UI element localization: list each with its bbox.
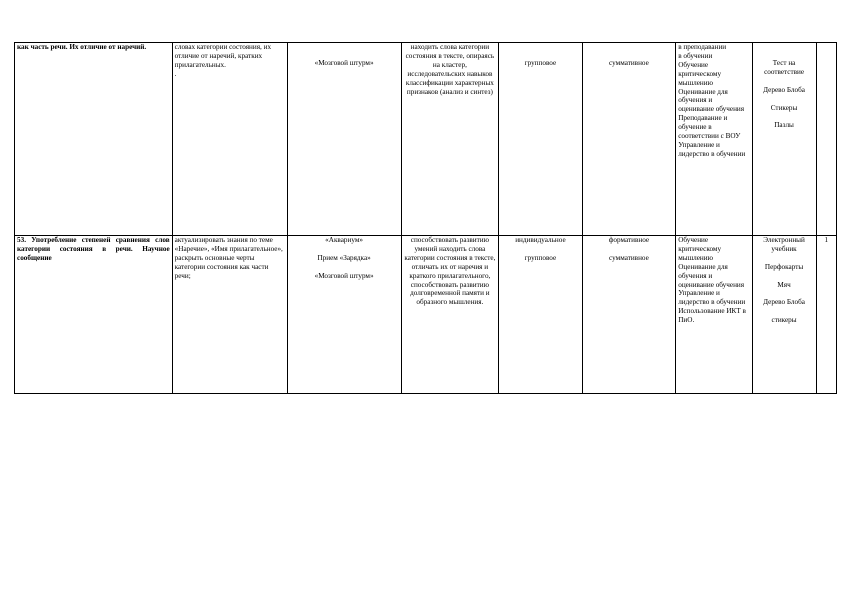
method-item: «Мозговой штурм» [314, 59, 374, 67]
resource-item: Дерево Блоба [763, 85, 805, 94]
assessment-item: формативное [608, 236, 650, 244]
table-row [15, 236, 837, 394]
resources-cell [752, 43, 816, 236]
lesson-plan-table [14, 42, 837, 394]
modules-cell [676, 43, 752, 236]
assessment-cell [582, 236, 676, 394]
module-item: в обучении [678, 51, 713, 60]
activity-cell [401, 43, 499, 236]
assessment-item: суммативное [609, 59, 649, 67]
activity-text: способствовать развитию умений находить слова категории состояния в тексте, отличать их от наречия и краткого прилагательного, способствовать развитию долговременной памяти и образного мышления. [404, 236, 496, 307]
work-form-item: групповое [524, 59, 557, 67]
methods-cell [287, 236, 401, 394]
resource-item: Электронный учебник [763, 236, 805, 253]
modules-cell [676, 236, 752, 394]
module-item: Оценивание для обучения и оценивание обучения [678, 87, 745, 114]
goal-tail: . [174, 69, 177, 78]
goal-text: словах категории состояния, их отличие от наречий, кратких прилагательных. [174, 43, 272, 69]
module-item: Обучение критическому мышлению [678, 236, 722, 262]
assessment-item: суммативное [609, 253, 649, 262]
topic-text: Употребление степеней сравнения слов категории состояния в речи. Научное сообщение [17, 236, 170, 262]
topic-cell [15, 236, 173, 394]
work-form-cell [499, 236, 582, 394]
module-item: Использование ИКТ в ПиО. [678, 307, 746, 325]
topic-text: как часть речи. Их отличие от наречий. [17, 43, 147, 51]
resources-cell [752, 236, 816, 394]
methods-cell [287, 43, 401, 236]
goal-cell [172, 43, 287, 236]
module-item: в преподавании [678, 43, 727, 51]
module-item: Обучение критическому мышлению [678, 60, 722, 87]
topic-cell [15, 43, 173, 236]
hours-cell [816, 236, 836, 394]
table-row [15, 43, 837, 236]
resource-item: Тест на соответствие [764, 59, 805, 76]
goal-text: актуализировать знания по теме «Наречие», «Имя прилагательное», раскрыть основные черты категории состояния как части речи; [174, 236, 283, 280]
module-item: Управление и лидерство в обучении [678, 140, 746, 158]
module-item: Управление и лидерство в обучении [678, 289, 746, 307]
resource-item: Перфокарты [764, 262, 804, 271]
resource-item: Мяч [777, 280, 791, 289]
activity-cell [401, 236, 499, 394]
resource-item: Пазлы [774, 121, 794, 130]
resource-item: стикеры [771, 316, 797, 325]
module-item: Оценивание для обучения и оценивание обучения [678, 262, 745, 289]
goal-cell [172, 236, 287, 394]
work-form-item: индивидуальное [515, 236, 566, 244]
resource-item: Дерево Блоба [763, 298, 805, 307]
resource-item: Стикеры [770, 103, 798, 112]
method-item: «Мозговой штурм» [314, 271, 374, 280]
hours-cell [816, 43, 836, 236]
method-item: Прием «Зарядка» [317, 253, 371, 262]
work-form-item: групповое [524, 253, 557, 262]
module-item: Преподавание и обучение в соответствии с ВОУ [678, 114, 741, 141]
method-item: «Аквариум» [325, 236, 364, 244]
assessment-cell [582, 43, 676, 236]
activity-text: находить слова категории состояния в тексте, опираясь на кластер, исследовательских навыков классификации характерных признаков (анализ и синтез) [405, 43, 495, 96]
work-form-cell [499, 43, 582, 236]
hours-text: 1 [824, 236, 829, 244]
lesson-number: 53. [17, 236, 26, 244]
